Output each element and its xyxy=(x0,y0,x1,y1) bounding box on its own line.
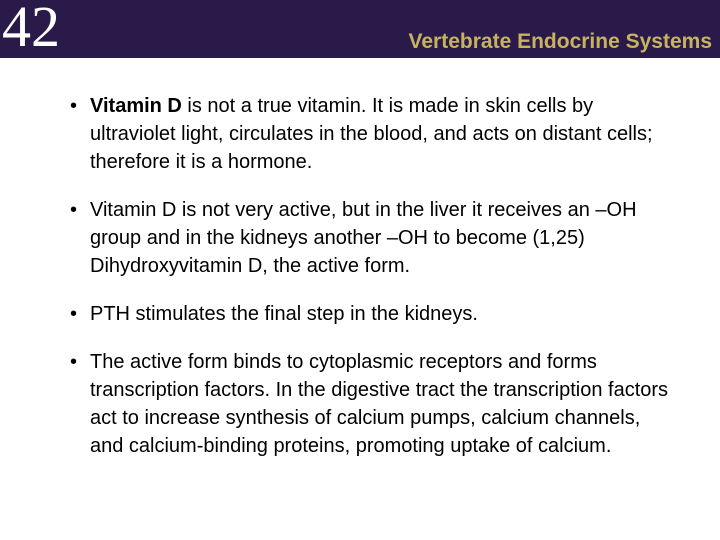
bullet-list xyxy=(70,92,670,480)
bullet-bold-term: Vitamin D xyxy=(90,95,182,117)
bullet-text: The active form binds to cytoplasmic receptors and forms transcription factors. In the digestive tract the transcription factors act to increase synthesis of calcium pumps, calcium channels, and calcium-binding proteins, promoting uptake of calcium. xyxy=(90,351,669,457)
slide-header xyxy=(0,0,720,58)
bullet-text: is not a true vitamin. It is made in skin cells by ultraviolet light, circulates in the blood, and acts on distant cells; therefore it is a hormone. xyxy=(90,95,653,173)
bullet-item xyxy=(70,300,670,328)
bullet-text: PTH stimulates the final step in the kidneys. xyxy=(90,303,478,325)
chapter-number: 42 xyxy=(2,0,60,59)
bullet-text: Vitamin D is not very active, but in the liver it receives an –OH group and in the kidneys another –OH to become (1,25) Dihydroxyvitamin D, the active form. xyxy=(90,199,637,277)
slide-title: Vertebrate Endocrine Systems xyxy=(408,30,712,53)
bullet-item xyxy=(70,348,670,460)
bullet-item xyxy=(70,92,670,176)
bullet-item xyxy=(70,196,670,280)
